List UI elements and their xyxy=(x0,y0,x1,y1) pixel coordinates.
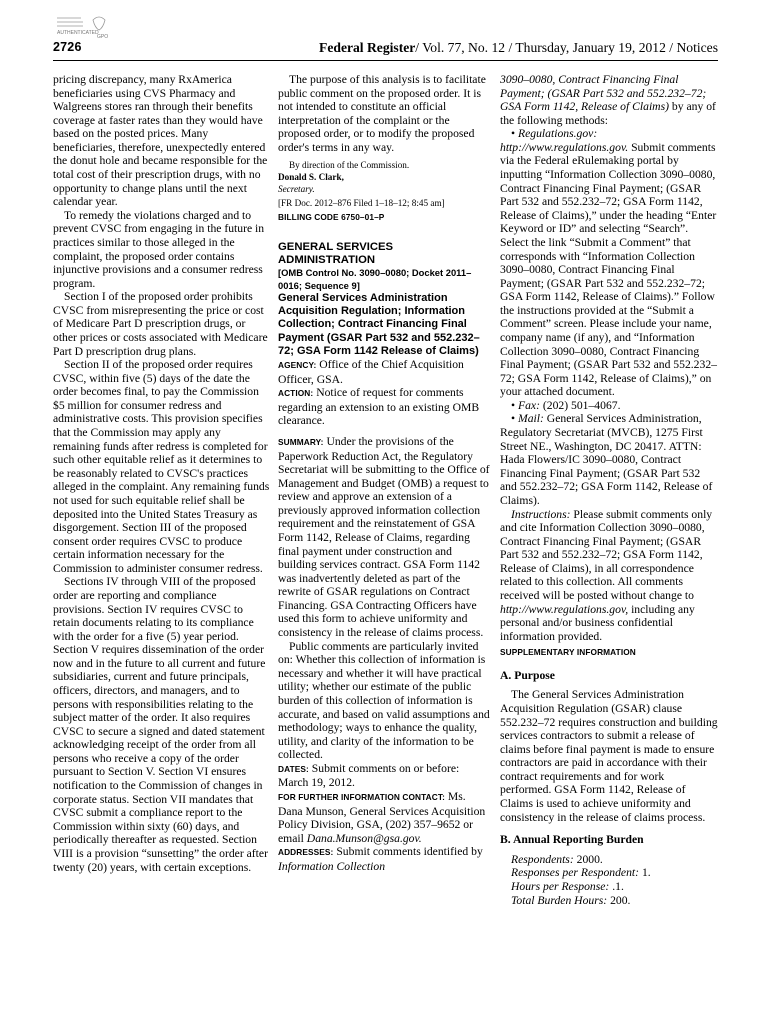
gpo-authenticated-logo xyxy=(53,14,115,40)
total-hours-line xyxy=(500,894,718,908)
purpose-heading: A. Purpose xyxy=(500,668,555,682)
column-2 xyxy=(278,73,492,873)
summary-field xyxy=(278,435,492,640)
instructions-label: Instructions: xyxy=(511,507,571,521)
summary-label: SUMMARY: xyxy=(278,436,324,447)
addresses-continued-italic: 3090–0080, Contract Financing Final Payment; (GSAR Part 532 and 552.232–72; GSA Form 1142, Release of Claims) xyxy=(500,73,707,114)
notice-subject: General Services Administration Acquisition Regulation; Information Collection; Contract Financing Final Payment (GSAR Part 532 and 552.232–72; GSA Form 1142 Release of Claims) xyxy=(278,292,480,357)
docket-line: [OMB Control No. 3090–0080; Docket 2011–0016; Sequence 9] xyxy=(278,267,472,291)
agency-name: GENERAL SERVICES ADMINISTRATION xyxy=(278,241,394,267)
signer-title: Secretary. xyxy=(278,184,315,195)
col1-paragraph: Sections IV through VIII of the proposed order are reporting and compliance provisions. Section IV requires CVSC to retain documents relating to its compliance with the order for a five (5) year period. Section V requires dissemination of the order now and in the future to all current and future subsidiaries, current and future principals, officers, directors, and managers, and to persons with responsibilities relating to the subject matter of the order. It also requires CVSC to secure a signed and dated statement acknowledging receipt of the order from all persons who receive a copy of the order pursuant to Section V. Section VI ensures notification to the Commission of changes in corporate status. Section VII mandates that CVSC submit a compliance report to the Commission within sixty (60) days, and periodically thereafter as requested. Section VIII is a provision “sunsetting” the order after twenty (20) years, with certain exceptions. xyxy=(53,575,268,874)
running-header xyxy=(53,40,718,61)
fax-value: (202) 501–4067. xyxy=(542,398,621,412)
instructions-paragraph xyxy=(500,508,718,644)
column-3 xyxy=(500,73,718,907)
contact-field xyxy=(278,790,492,845)
responses-value: 1. xyxy=(641,866,651,880)
col1-paragraph: Section I of the proposed order prohibits CVSC from misrepresenting the price or cost of Medicare Part D prescription drugs, or other prices or costs associated with Medicare Part D prescription drug plans. xyxy=(53,290,268,358)
signer-name: Donald S. Clark, xyxy=(278,172,344,183)
dates-value: Submit comments on or before: March 19, 2012. xyxy=(278,761,460,790)
regulations-gov-label: Regulations.gov: http://www.regulations.gov. xyxy=(500,127,629,154)
agency-value: Office of the Chief Acquisition Officer, GSA. xyxy=(278,358,464,386)
total-hours-label: Total Burden Hours: xyxy=(511,893,608,907)
instructions-tail: including any personal and/or business confidential information provided. xyxy=(500,602,695,643)
addresses-label: ADDRESSES: xyxy=(278,847,334,858)
contact-label: FOR FURTHER INFORMATION CONTACT: xyxy=(278,791,445,802)
billing-code: BILLING CODE 6750–01–P xyxy=(278,212,385,223)
regulations-gov-method: • Regulations.gov: http://www.regulations.gov. Submit comments via the Federal eRulemaking portal by inputting “Information Collection 3090–0080, Contract Financing Final Payment; (GSAR Part 532 and 552.232–72; GSA Form 1142, Release of Claims),” under the heading “Enter Keyword or ID” and selecting “Search”. Select the link “Submit a Comment” that corresponds with “Information Collection 3090–0080, Contract Financing Final Payment; (GSAR Part 532 and 552.232–72; GSA Form 1142, Release of Claims).” Follow the instructions provided at the “Submit a Comment” screen. Please include your name, company name (if any), and “Information Collection 3090–0080, Contract Financing Final Payment; (GSAR Part 532 and 552.232–72; GSA Form 1142, Release of Claims),” on your attached document. xyxy=(500,127,717,399)
regulations-gov-text: Submit comments via the Federal eRulemaking portal by inputting “Information Collection 3090–0080, Contract Financing Final Payment; (GSAR Part 532 and 552.232–72; GSA Form 1142, Release of Claims),” under the heading “Enter Keyword or ID” and selecting “Search”. Select the link “Submit a Comment” that corresponds with “Information Collection 3090–0080, Contract Financing Final Payment; (GSAR Part 532 and 552.232–72; GSA Form 1142, Release of Claims).” Follow the instructions provided at the “Submit a Comment” screen. Please include your name, company name (if any), and “Information Collection 3090–0080, Contract Financing Final Payment; (GSAR Part 532 and 552.232–72; GSA Form 1142, Release of Claims),” on your attached document. xyxy=(500,140,717,399)
agency-label: AGENCY: xyxy=(278,360,317,371)
purpose-paragraph: The purpose of this analysis is to facilitate public comment on the proposed order. It is not intended to constitute an official interpretation of the complaint or the proposed order, or to modify the proposed order's terms in any way. xyxy=(278,73,486,154)
issue-info: / Vol. 77, No. 12 / Thursday, January 19, 2012 / Notices xyxy=(415,40,718,55)
mail-label: Mail: xyxy=(518,412,544,426)
respondents-line xyxy=(500,853,718,867)
svg-text:GPO: GPO xyxy=(97,34,109,40)
page-number: 2726 xyxy=(53,40,82,54)
action-field xyxy=(278,386,492,428)
addresses-continued xyxy=(500,73,718,127)
svg-text:AUTHENTICATED: AUTHENTICATED xyxy=(57,30,99,36)
purpose-text: The General Services Administration Acquisition Regulation (GSAR) clause 552.232–72 requires construction and building services contractors to submit a release of claims before final payment is made to ensure contractors are paid in accordance with their contract requirements and for work performed. GSA Form 1142, Release of Claims is used to achieve uniformity and consistency in the release of claims process. xyxy=(500,688,718,824)
instructions-text: Please submit comments only and cite Information Collection 3090–0080, Contract Financing Final Payment; (GSAR Part 532 and 552.232–72; GSA Form 1142, Release of Claims), in all correspondence related to this collection. All comments received will be posted without change to xyxy=(500,507,713,602)
contact-value: Ms. Dana Munson, General Services Acquisition Policy Division, GSA, (202) 357–9652 or email xyxy=(278,789,486,845)
col1-paragraph: To remedy the violations charged and to prevent CVSC from engaging in the future in practices similar to those alleged in the complaint, the proposed order contains injunctive provisions and a consumer redress program. xyxy=(53,208,265,290)
header-title xyxy=(319,40,718,56)
addresses-value: Submit comments identified by xyxy=(336,845,483,859)
mail-value: General Services Administration, Regulatory Secretariat (MVCB), 1275 First Street NE., Washington, DC 20417. ATTN: Hada Flowers/IC 3090–0080, Contract Financing Final Payment; (GSAR Part 532 and 552.232–72; GSA Form 1142, Release of Claims). xyxy=(500,412,713,507)
summary-value: Under the provisions of the Paperwork Reduction Act, the Regulatory Secretariat will be submitting to the Office of Management and Budget (OMB) a request to review and approve an extension of a previously approved information collection requirement and the reinstatement of GSA Form 1142, Release of Claims, regarding final payment under construction and building services contract. GSA Form 1142 was inadvertently deleted as part of the rewrite of GSAR regulations on Contract Financing. GSA Contracting Officers have used this form to achieve uniformity and consistency in the release of claims process. xyxy=(278,434,490,640)
contact-email: Dana.Munson@gsa.gov. xyxy=(306,831,422,845)
fax-method: • Fax: (202) 501–4067. xyxy=(511,398,621,412)
action-value: Notice of request for comments regarding an extension to an existing OMB clearance. xyxy=(278,386,480,428)
mail-method: • Mail: General Services Administration, Regulatory Secretariat (MVCB), 1275 First Street NE., Washington, DC 20417. ATTN: Hada Flowers/IC 3090–0080, Contract Financing Final Payment; (GSAR Part 532 and 552.232–72; GSA Form 1142, Release of Claims). xyxy=(500,412,713,507)
dates-label: DATES: xyxy=(278,763,309,774)
responses-label: Responses per Respondent: xyxy=(511,866,640,880)
addresses-field xyxy=(278,845,492,873)
public-comments-paragraph: Public comments are particularly invited on: Whether this collection of information is necessary and whether it will have practical utility; whether our estimate of the public burden of this collection of information is accurate, and based on valid assumptions and methodology; ways to enhance the quality, utility, and clarity of the information to be collected. xyxy=(278,639,490,762)
col1-paragraph: Section II of the proposed order requires CVSC, within five (5) days of the date the order becomes final, to pay the Commission $5 million for consumer redress and administrative costs. This provision specifies that the Commission may apply any remaining funds after redress is completed for such other equitable relief as it determines to be reasonably related to CVSC's practices alleged in the complaint. Any remaining funds not used for such equitable relief shall be deposited into the United States Treasury as disgorgement. Section III of the proposed consent order requires CVSC to produce certain information necessary for the Commission to administer consumer redress. xyxy=(53,358,270,575)
hours-line xyxy=(500,880,718,894)
dates-field xyxy=(278,762,492,790)
hours-label: Hours per Response: xyxy=(511,879,610,893)
fax-label: Fax: xyxy=(518,398,540,412)
supplementary-info-label: SUPPLEMENTARY INFORMATION xyxy=(500,647,636,658)
addresses-italic: Information Collection xyxy=(278,859,386,873)
by-direction: By direction of the Commission. xyxy=(289,160,410,171)
responses-line xyxy=(500,866,718,880)
publication-title: Federal Register xyxy=(319,40,416,55)
action-label: ACTION: xyxy=(278,388,314,399)
instructions-url: http://www.regulations.gov, xyxy=(500,602,629,616)
fr-doc-line: [FR Doc. 2012–876 Filed 1–18–12; 8:45 am] xyxy=(278,198,445,209)
respondents-value: 2000. xyxy=(576,852,603,866)
column-1 xyxy=(53,73,270,874)
col1-paragraph: pricing discrepancy, many RxAmerica beneficiaries using CVS Pharmacy and Walgreens stores ran through their benefits coverage at faster rates than they would have based on the posted prices. Many beneficiaries, therefore, unexpectedly entered the donut hole and became responsible for the total cost of their prescription drugs, with no opportunity to change plans until the next calendar year. xyxy=(53,73,268,209)
total-hours-value: 200. xyxy=(610,893,631,907)
respondents-label: Respondents: xyxy=(511,852,574,866)
burden-heading: B. Annual Reporting Burden xyxy=(500,833,644,847)
addresses-continued-text: by any of the following methods: xyxy=(500,100,716,127)
agency-field xyxy=(278,358,492,386)
hours-value: .1. xyxy=(612,879,624,893)
